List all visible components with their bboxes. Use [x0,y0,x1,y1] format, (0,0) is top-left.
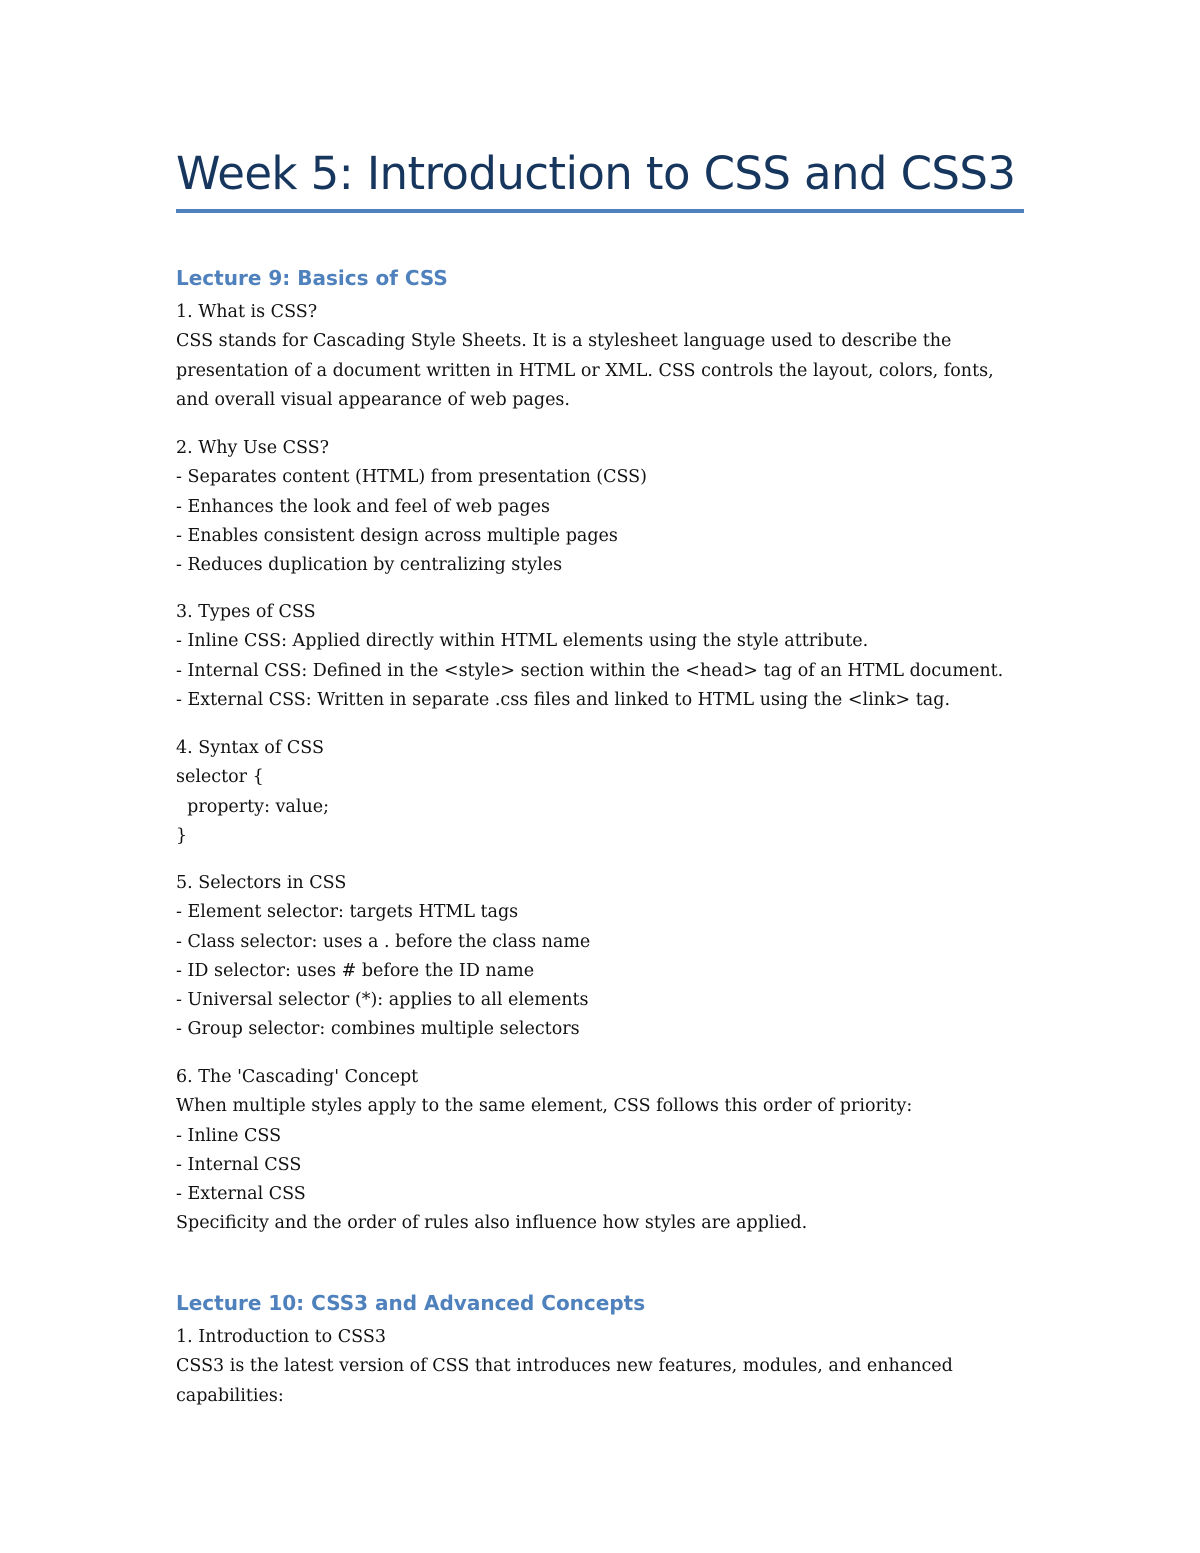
section-heading: 5. Selectors in CSS [176,873,347,893]
bullet-line: - Inline CSS: Applied directly within HTML elements using the style attribute. [176,631,869,652]
lecture-10-heading: Lecture 10: CSS3 and Advanced Concepts [176,1291,646,1315]
bullet-line: - Class selector: uses a . before the class name [176,931,591,952]
bullet-line: - Group selector: combines multiple selectors [176,1019,580,1040]
code-line: } [176,825,188,846]
paragraph-line: Specificity and the order of rules also influence how styles are applied. [176,1213,808,1234]
section-heading: 4. Syntax of CSS [176,738,324,758]
lecture-9-section-5 [176,869,590,1045]
code-line: property: value; [176,796,329,817]
bullet-line: - Internal CSS [176,1154,302,1175]
lecture-10-section-1 [176,1323,953,1411]
bullet-line: - Enables consistent design across multiple pages [176,525,618,546]
lecture-9-section-2 [176,434,647,580]
bullet-line: - Inline CSS [176,1125,282,1146]
section-heading: 1. What is CSS? [176,302,318,322]
bullet-line: - Enhances the look and feel of web pages [176,496,550,517]
paragraph-line: and overall visual appearance of web pages. [176,389,570,410]
code-line: selector { [176,767,264,788]
bullet-line: - Separates content (HTML) from presentation (CSS) [176,467,647,488]
bullet-line: - ID selector: uses # before the ID name [176,960,535,981]
lecture-9-section-4 [176,734,329,851]
paragraph-line: presentation of a document written in HTML or XML. CSS controls the layout, colors, fonts, [176,360,994,381]
paragraph-line: CSS stands for Cascading Style Sheets. It is a stylesheet language used to describe the [176,331,952,352]
lecture-9-section-6 [176,1063,912,1239]
lecture-9-heading: Lecture 9: Basics of CSS [176,266,448,290]
bullet-line: - Internal CSS: Defined in the <style> section within the <head> tag of an HTML document. [176,660,1004,681]
bullet-line: - External CSS: Written in separate .css files and linked to HTML using the <link> tag. [176,689,951,710]
bullet-line: - Reduces duplication by centralizing styles [176,555,563,576]
paragraph-line: CSS3 is the latest version of CSS that introduces new features, modules, and enhanced [176,1356,953,1377]
lecture-9-section-1 [176,298,994,415]
bullet-line: - Universal selector (*): applies to all elements [176,990,589,1011]
paragraph-line: When multiple styles apply to the same element, CSS follows this order of priority: [176,1096,913,1117]
section-heading: 3. Types of CSS [176,602,316,622]
section-heading: 2. Why Use CSS? [176,438,330,458]
title-underline-rule [176,209,1024,213]
bullet-line: - Element selector: targets HTML tags [176,902,519,923]
lecture-9-section-3 [176,598,1003,715]
section-heading: 1. Introduction to CSS3 [176,1327,386,1347]
document-title: Week 5: Introduction to CSS and CSS3 [176,147,1016,200]
bullet-line: - External CSS [176,1184,306,1205]
section-heading: 6. The 'Cascading' Concept [176,1067,419,1087]
paragraph-line: capabilities: [176,1385,284,1406]
